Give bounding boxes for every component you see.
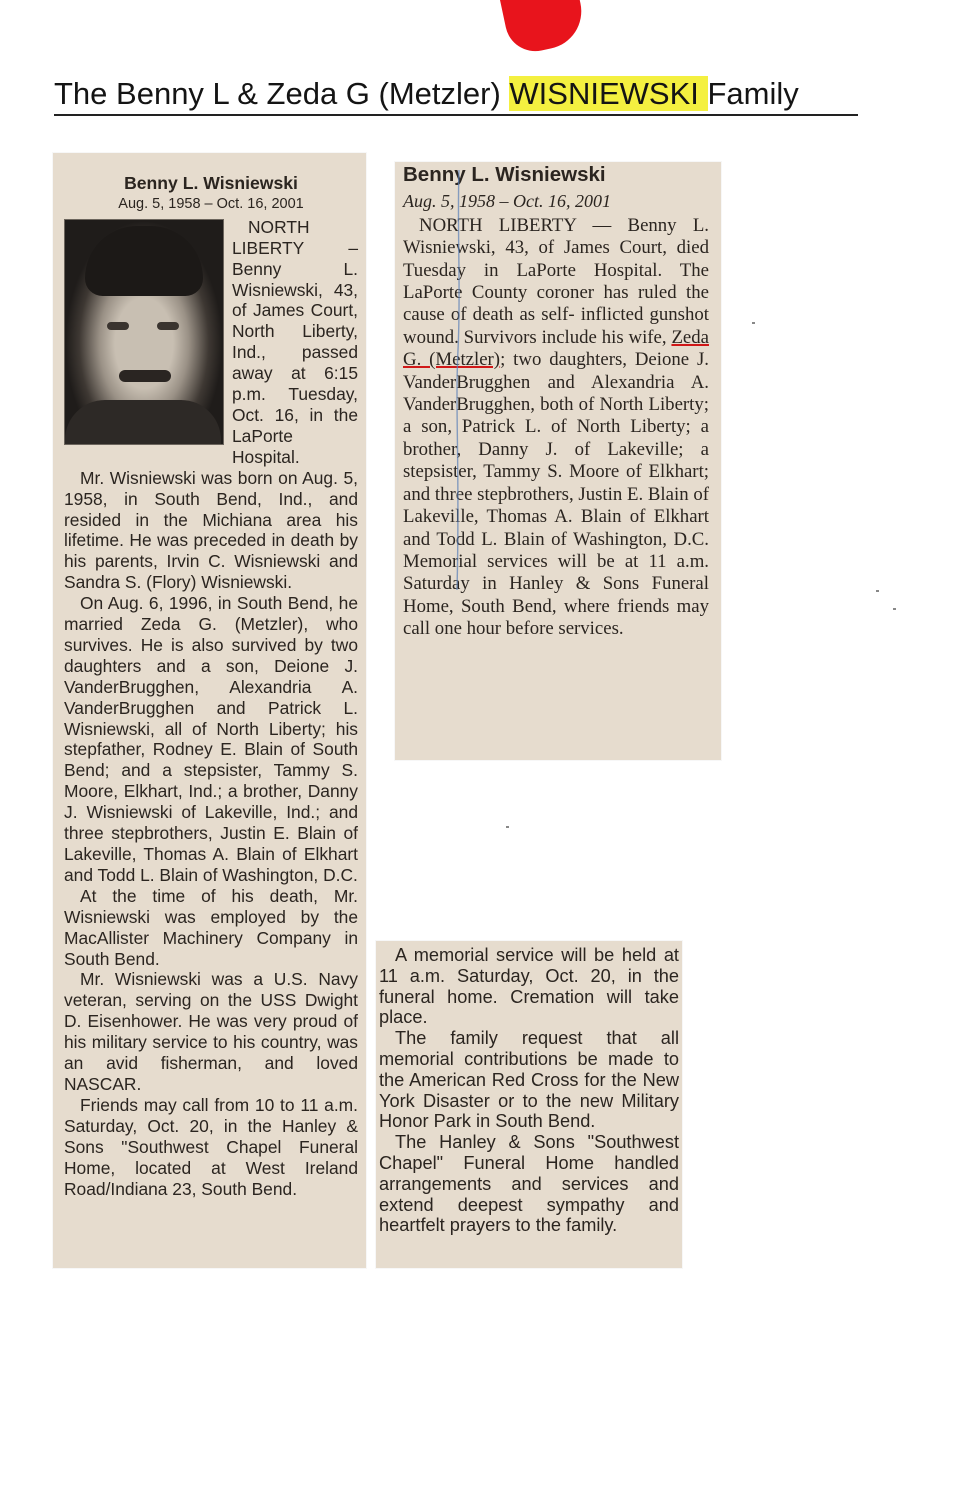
- clipping-right-heading: Benny L. Wisniewski: [403, 163, 606, 186]
- obituary-clipping-left: [53, 153, 366, 1268]
- clipping-left-p5: Mr. Wisniewski was a U.S. Navy veteran, serving on the USS Dwight D. Eisenhower. He was very proud of his military service to his country, was an avid fisherman, and loved NASCAR.: [64, 969, 358, 1094]
- clipping-left-heading: Benny L. Wisniewski: [124, 173, 298, 193]
- clipping-left-p3: On Aug. 6, 1996, in South Bend, he married Zeda G. (Metzler), who survives. He is also survived by two daughters and a son, Deione J. VanderBrugghen, Alexandria A. VanderBrugghen and Patrick L. Wisniewski, all of North Liberty; his stepfather, Rodney E. Blain of South Bend; and a stepsister, Tammy S. Moore, Elkhart, Ind.; a brother, Danny J. Wisniewski of Lakeville, Ind.; and three stepbrothers, Justin E. Blain of Lakeville, Thomas A. Blain of Elkhart and Todd L. Blain of Washington, D.C.: [64, 593, 358, 885]
- underlined-name: Zeda G. (Metzler): [403, 326, 709, 371]
- pen-mark: [453, 170, 465, 590]
- clipping-bottom-p1: A memorial service will be held at 11 a.m. Saturday, Oct. 20, in the funeral home. Cremation will take place.: [379, 945, 679, 1028]
- portrait-photo: [64, 219, 224, 445]
- clipping-left-p6: Friends may call from 10 to 11 a.m. Saturday, Oct. 20, in the Hanley & Sons "Southwest Chapel Funeral Home, located at West Ireland Road/Indiana 23, South Bend.: [64, 1094, 358, 1199]
- speck: [506, 826, 509, 828]
- clipping-right-dates: Aug. 5, 1958 – Oct. 16, 2001: [403, 191, 611, 212]
- speck: [752, 322, 755, 324]
- body-before: NORTH LIBERTY — Benny L. Wisniewski, 43, of James Court, died Tuesday in LaPorte Hospital. The LaPorte County coroner has ruled the cause of death as self- inflicted gunshot wound. Survivors include his wife,: [403, 214, 709, 348]
- page-title: [54, 74, 858, 116]
- body-after: ; two daughters, Deione J. VanderBrugghen and Alexandria A. VanderBrugghen, both of North Liberty; a son, Patrick L. of North Liberty; a brother, Danny J. of Lakeville; a stepsister, Tammy S. Moore of Elkhart; and three stepbrothers, Justin E. Blain of Lakeville, Thomas A. Blain of Elkhart and Todd L. Blain of Washington, D.C. Memorial services will be at 11 a.m. Saturday in Hanley & Sons Funeral Home, South Bend, where friends may call one hour before services.: [403, 349, 709, 640]
- clipping-bottom-p3: The Hanley & Sons "Southwest Chapel" Funeral Home handled arrangements and services and extend deepest sympathy and heartfelt prayers to the family.: [379, 1132, 679, 1236]
- title-highlight: WISNIEWSKI: [509, 76, 708, 111]
- red-tab-marker: [500, 0, 588, 57]
- obituary-clipping-right: [395, 162, 721, 760]
- speck: [876, 590, 879, 592]
- clipping-left-p2: Mr. Wisniewski was born on Aug. 5, 1958, in South Bend, Ind., and resided in the Michiana area his lifetime. He was preceded in death by his parents, Irvin C. Wisniewski and Sandra S. (Flory) Wisniewski.: [64, 467, 358, 593]
- obituary-clipping-bottom: [376, 941, 682, 1268]
- clipping-left-p4: At the time of his death, Mr. Wisniewski was employed by the MacAllister Machinery Company in South Bend.: [64, 885, 358, 969]
- intro-text: NORTH LIBERTY – Benny L. Wisniewski, 43, of James Court, North Liberty, Ind., passed away at 6:15 p.m. Tuesday, Oct. 16, in the LaPorte Hospital.: [232, 216, 358, 467]
- clipping-bottom-p2: The family request that all memorial contributions be made to the American Red Cross for the New York Disaster or to the new Military Honor Park in South Bend.: [379, 1028, 679, 1132]
- clipping-right-body: [403, 215, 709, 641]
- clipping-left-intro: [64, 217, 358, 468]
- clipping-left-dates: Aug. 5, 1958 – Oct. 16, 2001: [118, 195, 304, 212]
- speck: [893, 608, 896, 610]
- title-after: Family: [707, 76, 799, 111]
- title-before: The Benny L & Zeda G (Metzler): [54, 76, 510, 111]
